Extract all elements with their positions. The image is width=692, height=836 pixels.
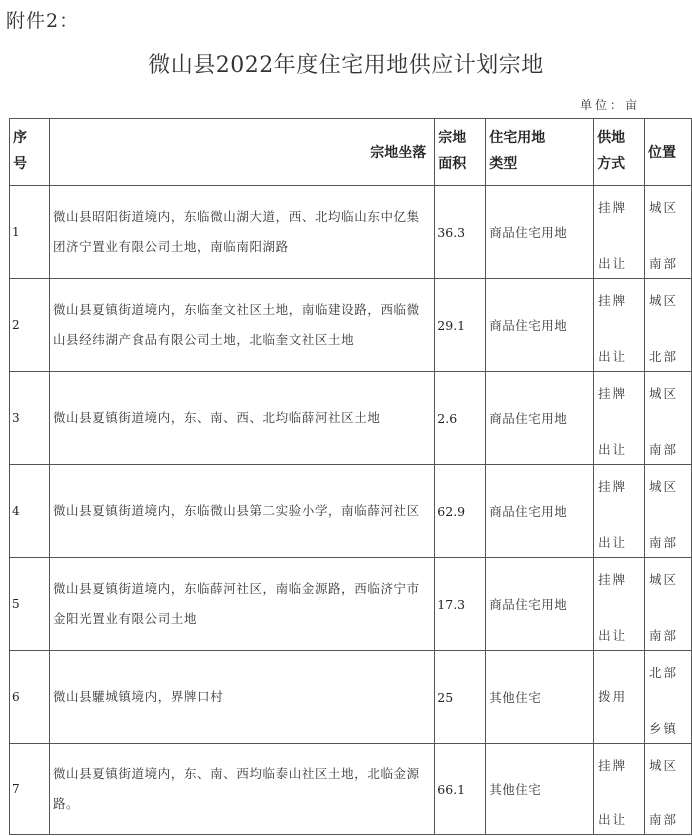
cell-area: 62.9 [435, 465, 486, 558]
supply-bottom: 出让 [598, 812, 628, 827]
header-location: 宗地坐落 [49, 119, 434, 186]
cell-seq: 1 [10, 186, 50, 279]
position-bottom: 南部 [649, 256, 679, 271]
supply-bottom: 出让 [598, 349, 628, 364]
header-type-line1: 住宅用地 [489, 130, 546, 146]
cell-type: 商品住宅用地 [486, 186, 594, 279]
cell-area: 36.3 [435, 186, 486, 279]
cell-seq: 4 [10, 465, 50, 558]
supply-top: 挂牌 [598, 386, 628, 401]
table-row [10, 651, 692, 744]
cell-location: 微山县夏镇街道境内，东临奎文社区土地，南临建设路，西临微山县经纬湖产食品有限公司土地，北临奎文社区土地 [49, 279, 434, 372]
cell-seq: 3 [10, 372, 50, 465]
cell-position [645, 279, 692, 372]
cell-position [645, 651, 692, 744]
table-row [10, 465, 692, 558]
supply-top: 挂牌 [598, 293, 628, 308]
cell-area: 29.1 [435, 279, 486, 372]
header-type-line2: 类型 [489, 156, 518, 172]
cell-location: 微山县驩城镇境内，界牌口村 [49, 651, 434, 744]
cell-position [645, 558, 692, 651]
cell-area: 66.1 [435, 744, 486, 835]
cell-position [645, 744, 692, 835]
header-position: 位置 [645, 119, 692, 186]
cell-seq: 7 [10, 744, 50, 835]
position-top: 城区 [649, 200, 679, 215]
cell-location: 微山县夏镇街道境内，东临薛河社区，南临金源路，西临济宁市金阳光置业有限公司土地 [49, 558, 434, 651]
header-seq [10, 119, 50, 186]
cell-type: 商品住宅用地 [486, 372, 594, 465]
supply-top: 挂牌 [598, 572, 628, 587]
cell-location: 微山县夏镇街道境内，东、南、西、北均临薛河社区土地 [49, 372, 434, 465]
header-area [435, 119, 486, 186]
supply-bottom: 出让 [598, 535, 628, 550]
cell-seq: 5 [10, 558, 50, 651]
cell-type: 商品住宅用地 [486, 558, 594, 651]
cell-seq: 2 [10, 279, 50, 372]
cell-position [645, 465, 692, 558]
supply-top: 挂牌 [598, 758, 628, 773]
position-bottom: 南部 [649, 442, 679, 457]
position-top: 城区 [649, 572, 679, 587]
page-title: 微山县2022年度住宅用地供应计划宗地 [148, 53, 544, 78]
table-row [10, 279, 692, 372]
cell-supply [594, 465, 645, 558]
header-supply-line1: 供地 [597, 130, 626, 146]
cell-supply [594, 186, 645, 279]
table-row [10, 744, 692, 835]
supply-bottom: 出让 [598, 442, 628, 457]
position-top: 城区 [649, 758, 679, 773]
table-header-row [10, 119, 692, 186]
position-top: 城区 [649, 479, 679, 494]
cell-supply [594, 744, 645, 835]
position-top: 北部 [649, 665, 679, 680]
supply-top: 挂牌 [598, 479, 628, 494]
header-supply-line2: 方式 [597, 156, 626, 172]
position-bottom: 南部 [649, 812, 679, 827]
unit-label: 单位：亩 [579, 98, 640, 112]
cell-type: 商品住宅用地 [486, 279, 594, 372]
supply-top: 挂牌 [598, 200, 628, 215]
cell-location: 微山县昭阳街道境内，东临微山湖大道，西、北均临山东中亿集团济宁置业有限公司土地，南临南阳湖路 [49, 186, 434, 279]
cell-supply [594, 651, 645, 744]
cell-seq: 6 [10, 651, 50, 744]
cell-type: 其他住宅 [486, 744, 594, 835]
table-row [10, 186, 692, 279]
cell-supply [594, 558, 645, 651]
cell-type: 商品住宅用地 [486, 465, 594, 558]
supply-mid: 拨用 [598, 689, 628, 704]
position-top: 城区 [649, 386, 679, 401]
cell-position [645, 186, 692, 279]
position-bottom: 北部 [649, 349, 679, 364]
header-seq-line2: 号 [13, 156, 27, 172]
cell-supply [594, 372, 645, 465]
supply-bottom: 出让 [598, 256, 628, 271]
cell-area: 25 [435, 651, 486, 744]
table-row [10, 372, 692, 465]
attachment-label: 附件2： [6, 10, 80, 32]
position-bottom: 乡镇 [649, 721, 679, 736]
position-bottom: 南部 [649, 535, 679, 550]
header-seq-line1: 序 [13, 130, 27, 146]
header-type [486, 119, 594, 186]
cell-position [645, 372, 692, 465]
header-supply [594, 119, 645, 186]
cell-type: 其他住宅 [486, 651, 594, 744]
cell-supply [594, 279, 645, 372]
cell-location: 微山县夏镇街道境内，东、南、西均临泰山社区土地，北临金源路。 [49, 744, 434, 835]
position-bottom: 南部 [649, 628, 679, 643]
cell-location: 微山县夏镇街道境内，东临微山县第二实验小学，南临薛河社区 [49, 465, 434, 558]
table-row [10, 558, 692, 651]
cell-area: 17.3 [435, 558, 486, 651]
supply-bottom: 出让 [598, 628, 628, 643]
cell-area: 2.6 [435, 372, 486, 465]
header-area-line2: 面积 [438, 156, 467, 172]
position-top: 城区 [649, 293, 679, 308]
land-supply-table [9, 118, 692, 835]
header-area-line1: 宗地 [438, 130, 467, 146]
